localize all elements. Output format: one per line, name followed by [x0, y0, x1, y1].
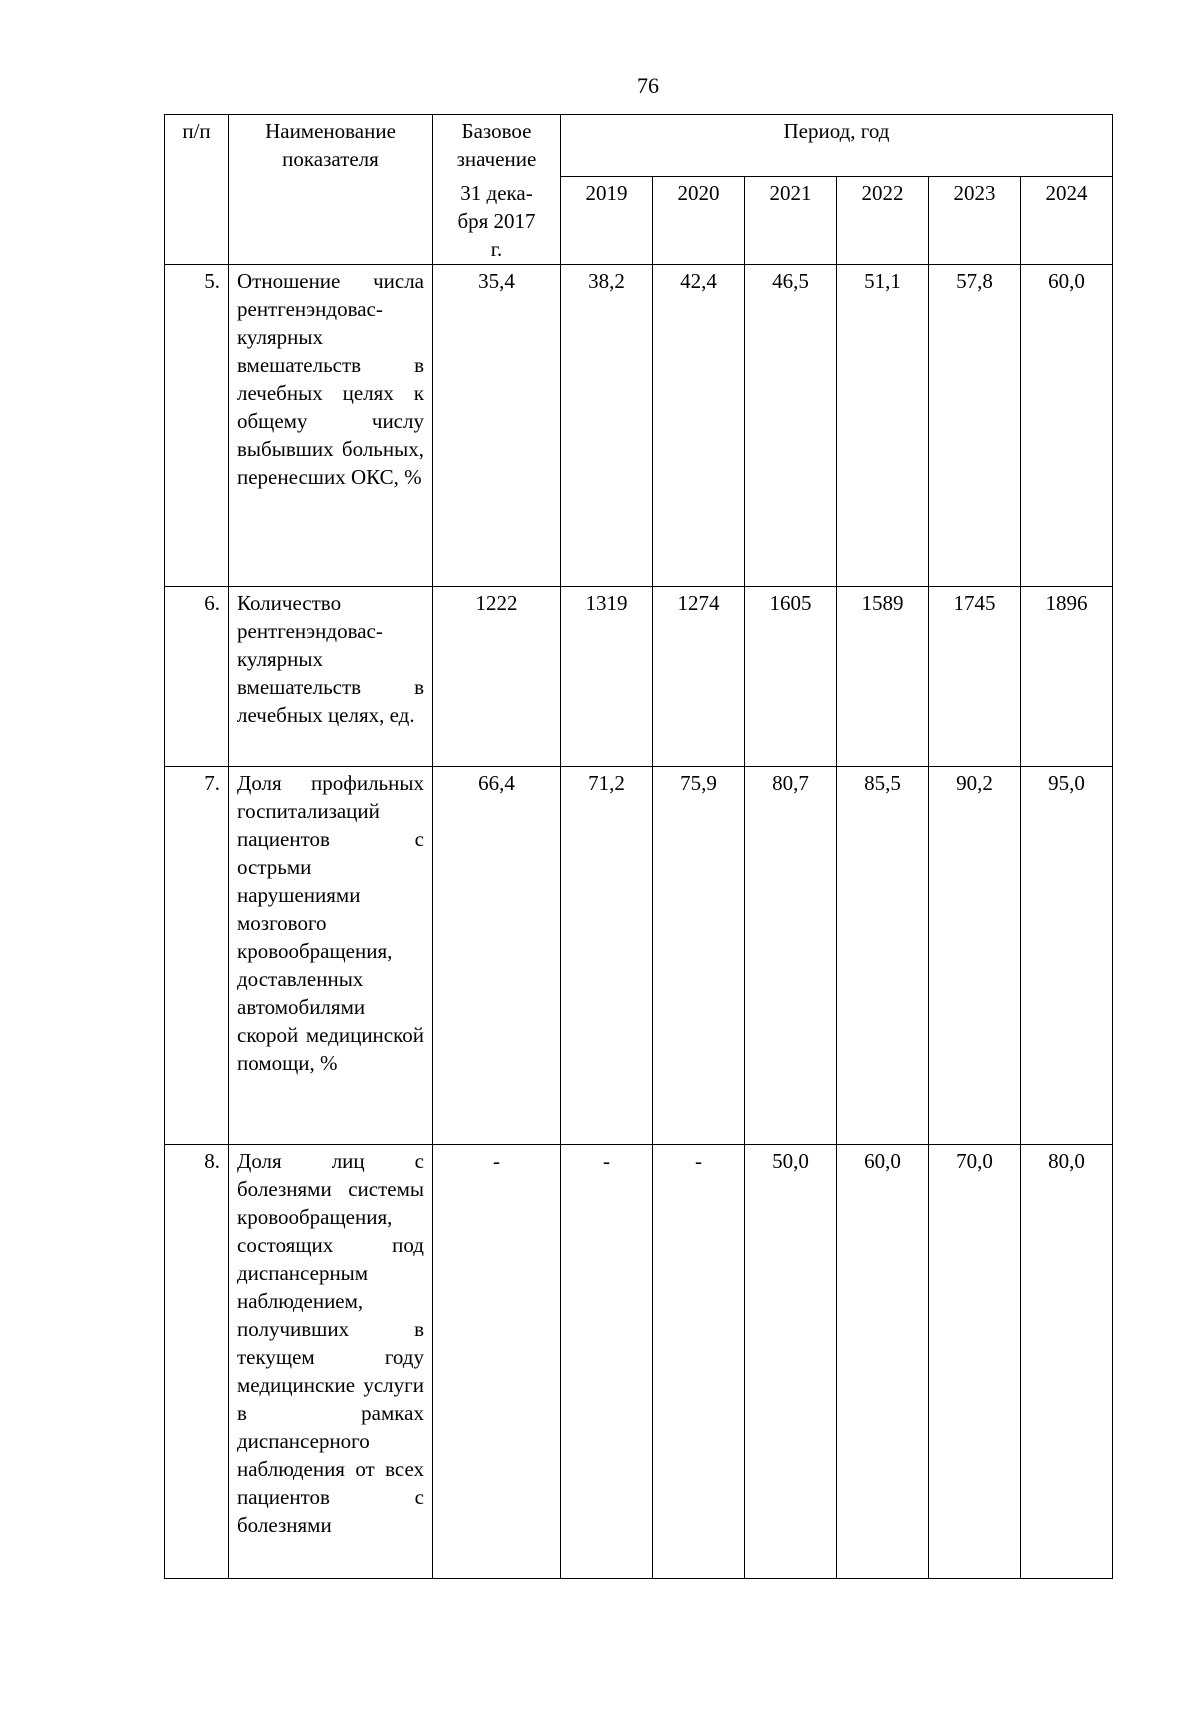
row-value: 1274 [653, 587, 745, 767]
header-year: 2021 [745, 177, 837, 265]
row-value: 85,5 [837, 767, 929, 1145]
row-base: 66,4 [433, 767, 561, 1145]
header-year: 2023 [929, 177, 1021, 265]
row-base: 35,4 [433, 265, 561, 587]
table-row [165, 1145, 1113, 1579]
header-year: 2024 [1021, 177, 1113, 265]
row-value: 50,0 [745, 1145, 837, 1579]
row-name: Количество рентгенэндоваc- кулярных вмешательств в лечебных целях, ед. [229, 587, 433, 767]
header-name: Наименование показателя [229, 115, 433, 265]
row-value: 60,0 [837, 1145, 929, 1579]
row-index: 6. [165, 587, 229, 767]
header-index: п/п [165, 115, 229, 265]
row-value: 1745 [929, 587, 1021, 767]
row-value: 1589 [837, 587, 929, 767]
row-value: 57,8 [929, 265, 1021, 587]
header-row-top [165, 115, 1113, 177]
row-name: Доля лиц с болезнями системы кровообращения, состоящих под диспансерным наблюдением, получивших в текущем году медицинские услуги в рамках диспансерного наблюдения от всех пациентов с болезнями [229, 1145, 433, 1579]
row-value: 1319 [561, 587, 653, 767]
row-value: - [561, 1145, 653, 1579]
row-value: 70,0 [929, 1145, 1021, 1579]
header-period: Период, год [561, 115, 1113, 177]
row-index: 8. [165, 1145, 229, 1579]
row-base: - [433, 1145, 561, 1579]
table-row [165, 767, 1113, 1145]
row-value: 71,2 [561, 767, 653, 1145]
table-body [165, 265, 1113, 1579]
row-value: 80,7 [745, 767, 837, 1145]
table-header [165, 115, 1113, 265]
header-base-bottom: 31 дека- бря 2017 г. [433, 177, 561, 265]
row-value: 60,0 [1021, 265, 1113, 587]
row-index: 7. [165, 767, 229, 1145]
row-value: 1896 [1021, 587, 1113, 767]
row-value: 46,5 [745, 265, 837, 587]
row-value: 1605 [745, 587, 837, 767]
table-row [165, 265, 1113, 587]
row-value: 90,2 [929, 767, 1021, 1145]
header-year: 2022 [837, 177, 929, 265]
row-value: 51,1 [837, 265, 929, 587]
row-value: - [653, 1145, 745, 1579]
row-value: 75,9 [653, 767, 745, 1145]
row-name: Доля профильных госпитализаций пациентов с острьми нарушениями мозгового кровообращения, доставленных автомобилями скорой медицинской помощи, % [229, 767, 433, 1145]
page-number: 76 [637, 73, 659, 98]
row-value: 95,0 [1021, 767, 1113, 1145]
row-index: 5. [165, 265, 229, 587]
row-name: Отношение числа рентгенэндоваc- кулярных вмешательств в лечебных целях к общему числу выбывших больных, перенесших ОКС, % [229, 265, 433, 587]
indicators-table [164, 114, 1113, 1579]
row-base: 1222 [433, 587, 561, 767]
header-year: 2020 [653, 177, 745, 265]
row-value: 38,2 [561, 265, 653, 587]
header-year: 2019 [561, 177, 653, 265]
table-row [165, 587, 1113, 767]
row-value: 80,0 [1021, 1145, 1113, 1579]
header-base-top: Базовое значение [433, 115, 561, 177]
row-value: 42,4 [653, 265, 745, 587]
